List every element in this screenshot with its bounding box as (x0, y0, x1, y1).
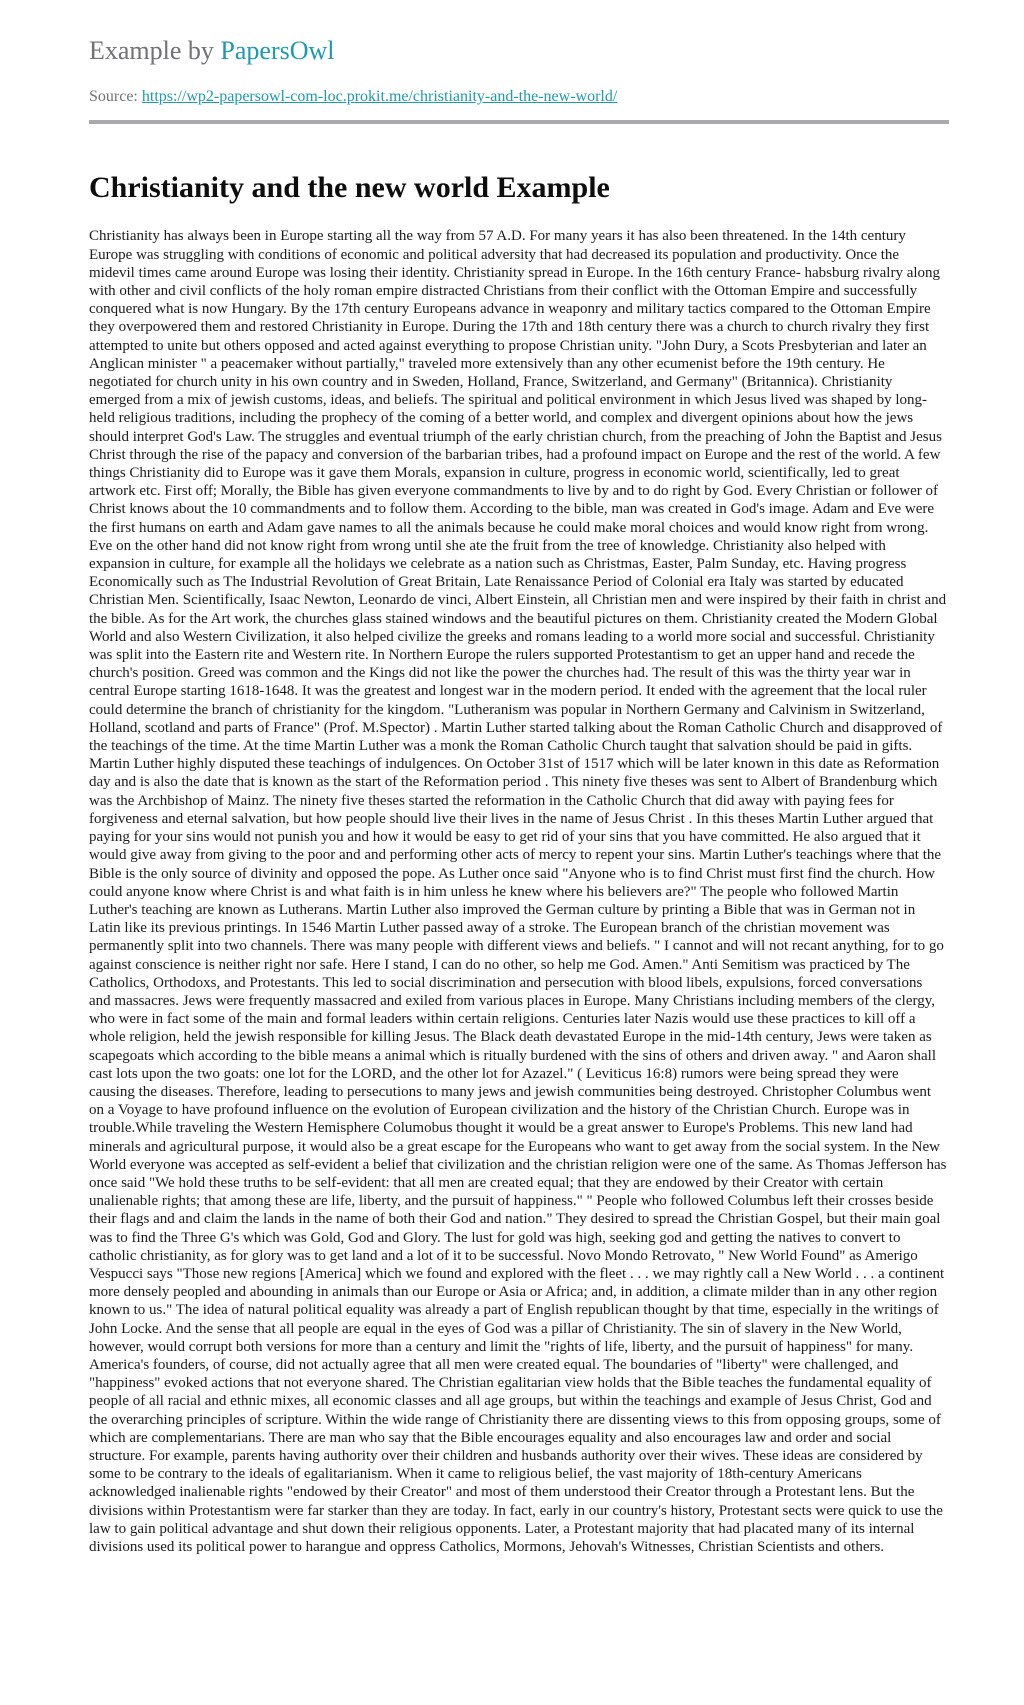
page-header (89, 36, 1024, 66)
source-line (89, 88, 1024, 106)
essay-body-text: Christianity has always been in Europe starting all the way from 57 A.D. For many years it has also been threatened. In the 14th century Europe was struggling with conditions of economic and political adversity that had decreased its population and productivity. Once the midevil times came around Europe was losing their identity. Christianity spread in Europe. In the 16th century France- habsburg rivalry along with other and civil conflicts of the holy roman empire distracted Christians from their conflict with the Ottoman Empire and successfully conquered what is now Hungary. By the 17th century Europeans advance in weaponry and military tactics compared to the Ottoman Empire they overpowered them and restored Christianity in Europe. During the 17th and 18th century there was a church to church rivalry they first attempted to unite but others opposed and acted against everything to propose Christian unity. "John Dury, a Scots Presbyterian and later an Anglican minister " a peacemaker without partially," traveled more extensively than any other ecumenist before the 19th century. He negotiated for church unity in his own country and in Sweden, Holland, France, Switzerland, and Germany" (Britannica). Christianity emerged from a mix of jewish customs, ideas, and beliefs. The spiritual and political environment in which Jesus lived was shaped by long-held religious traditions, including the prophecy of the coming of a better world, and complex and divergent opinions about how the jews should interpret God's Law. The struggles and eventual triumph of the early christian church, from the preaching of John the Baptist and Jesus Christ through the rise of the papacy and conversion of the barbarian tribes, had a profound impact on Europe and the rest of the world. A few things Christianity did to Europe was it gave them Morals, expansion in culture, progress in economic world, scientifically, led to great artwork etc. First off; Morally, the Bible has given everyone commandments to live by and to do right by God. Every Christian or follower of Christ knows about the 10 commandments and to follow them. According to the bible, man was created in God's image. Adam and Eve were the first humans on earth and Adam gave names to all the animals because he could make moral choices and would know right from wrong. Eve on the other hand did not know right from wrong until she ate the fruit from the tree of knowledge. Christianity also helped with expansion in culture, for example all the holidays we celebrate as a nation such as Christmas, Easter, Palm Sunday, etc. Having progress Economically such as The Industrial Revolution of Great Britain, Late Renaissance Period of Colonial era Italy was started by educated Christian Men. Scientifically, Isaac Newton, Leonardo de vinci, Albert Einstein, all Christian men and were inspired by their faith in christ and the bible. As for the Art work, the churches glass stained windows and the beautiful pictures on them. Christianity created the Modern Global World and also Western Civilization, it also helped civilize the greeks and romans leading to a world more social and successful. Christianity was split into the Eastern rite and Western rite. In Northern Europe the rulers supported Protestantism to get an upper hand and recede the church's position. Greed was common and the Kings did not like the power the churches had. The result of this was the thirty year war in central Europe starting 1618-1648. It was the greatest and longest war in the modern period. It ended with the agreement that the local ruler could determine the branch of christianity for the kingdom. "Lutheranism was popular in Northern Germany and Calvinism in Switzerland, Holland, scotland and parts of France" (Prof. M.Spector) . Martin Luther started talking about the Roman Catholic Church and disapproved of the teachings of the time. At the time Martin Luther was a monk the Roman Catholic Church taught that salvation should be paid in gifts. Martin Luther highly disputed these teachings of indulgences. On October 31st of 1517 which will be later known in this date as Reformation day and is also the date that is known as the start of the Reformation period . This ninety five theses was sent to Albert of Brandenburg which was the Archbishop of Mainz. The ninety five theses started the reformation in the Catholic Church that did away with paying fees for forgiveness and eternal salvation, but how people should live their lives in the name of Jesus Christ . In this theses Martin Luther argued that paying for your sins would not punish you and how it would be easy to get rid of your sins that you have committed. He also argued that it would give away from giving to the poor and and performing other acts of mercy to repent your sins. Martin Luther's teachings where that the Bible is the only source of divinity and opposed the pope. As Luther once said "Anyone who is to find Christ must first find the church. How could anyone know where Christ is and what faith is in him unless he knew where his believers are?" The people who followed Martin Luther's teaching are known as Lutherans. Martin Luther also improved the German culture by printing a Bible that was in German not in Latin like its previous printings. In 1546 Martin Luther passed away of a stroke. The European branch of the christian movement was permanently split into two channels. There was many people with different views and beliefs. " I cannot and will not recant anything, for to go against conscience is neither right nor safe. Here I stand, I can do no other, so help me God. Amen." Anti Semitism was practiced by The Catholics, Orthodoxs, and Protestants. This led to social discrimination and persecution with blood libels, expulsions, forced conversations and massacres. Jews were frequently massacred and exiled from various places in Europe. Many Christians including members of the clergy, who were in fact some of the main and formal leaders within certain religions. Centuries later Nazis would use these practices to kill off a whole religion, held the jewish responsible for killing Jesus. The Black death devastated Europe in the mid-14th century, Jews were taken as scapegoats which according to the bible means a animal which is ritually burdened with the sins of others and driven away. " and Aaron shall cast lots upon the two goats: one lot for the LORD, and the other lot for Azazel." ( Leviticus 16:8) rumors were being spread they were causing the diseases. Therefore, leading to persecutions to many jews and jewish communities being destroyed. Christopher Columbus went on a Voyage to have profound influence on the evolution of European civilization and the history of the Christian Church. Europe was in trouble.While traveling the Western Hemisphere Columobus thought it would be a great answer to Europe's Problems. This new land had minerals and agricultural purpose, it would also be a great escape for the Europeans who want to get away from the social system. In the New World everyone was accepted as self-evident a belief that civilization and the christian religion were one of the same. As Thomas Jefferson has once said "We hold these truths to be self-evident: that all men are created equal; that they are endowed by their Creator with certain unalienable rights; that among these are life, liberty, and the pursuit of happiness." " People who followed Columbus left their crosses beside their flags and and claim the lands in the name of both their God and nation." They desired to spread the Christian Gospel, but their main goal was to find the Three G's which was Gold, God and Glory. The lust for gold was high, seeking god and getting the natives to convert to catholic christianity, as for glory was to get land and a lot of it to be successful. Novo Mondo Retrovato, " New World Found" as Amerigo Vespucci says "Those new regions [America] which we found and explored with the fleet . . . we may rightly call a New World . . . a continent more densely peopled and abounding in animals than our Europe or Asia or Africa; and, in addition, a climate milder than in any other region known to us." The idea of natural political equality was already a part of English republican thought by that time, especially in the writings of John Locke. And the sense that all people are equal in the eyes of God was a pillar of Christianity. The sin of slavery in the New World, however, would corrupt both versions for more than a century and limit the "rights of life, liberty, and the pursuit of happiness" for many. America's founders, of course, did not actually agree that all men were created equal. The boundaries of "liberty" were challenged, and "happiness" evoked actions that not everyone shared. The Christian egalitarian view holds that the Bible teaches the fundamental equality of people of all racial and ethnic mixes, all economic classes and all age groups, but within the teachings and example of Jesus Christ, God and the overarching principles of scripture. Within the wide range of Christianity there are dissenting views to this from opposing groups, some of which are complementarians. There are man who say that the Bible encourages equality and also encourages law and order and social structure. For example, parents having authority over their children and husbands authority over their wives. These ideas are considered by some to be contrary to the ideals of egalitarianism. When it came to religious belief, the vast majority of 18th-century Americans acknowledged inalienable rights "endowed by their Creator" and most of them understood their Creator through a Protestant lens. But the divisions within Protestantism were far starker than they are today. In fact, early in our country's history, Protestant sects were quick to use the law to gain political advantage and shut down their religious opponents. Later, a Protestant majority that had placated many of its internal divisions used its political power to harangue and oppress Catholics, Mormons, Jehovah's Witnesses, Christian Scientists and others. (89, 228, 947, 1556)
document-header (0, 36, 1024, 124)
source-url-link[interactable]: https://wp2-papersowl-com-loc.prokit.me/christianity-and-the-new-world/ (141, 87, 618, 105)
source-label: Source: (89, 87, 138, 105)
papersowl-brand-link[interactable]: PapersOwl (220, 36, 335, 65)
essay-title: Christianity and the new world Example (89, 170, 610, 204)
header-divider (89, 120, 949, 124)
header-prefix-text: Example by (89, 36, 221, 65)
document-page (0, 36, 1024, 1705)
